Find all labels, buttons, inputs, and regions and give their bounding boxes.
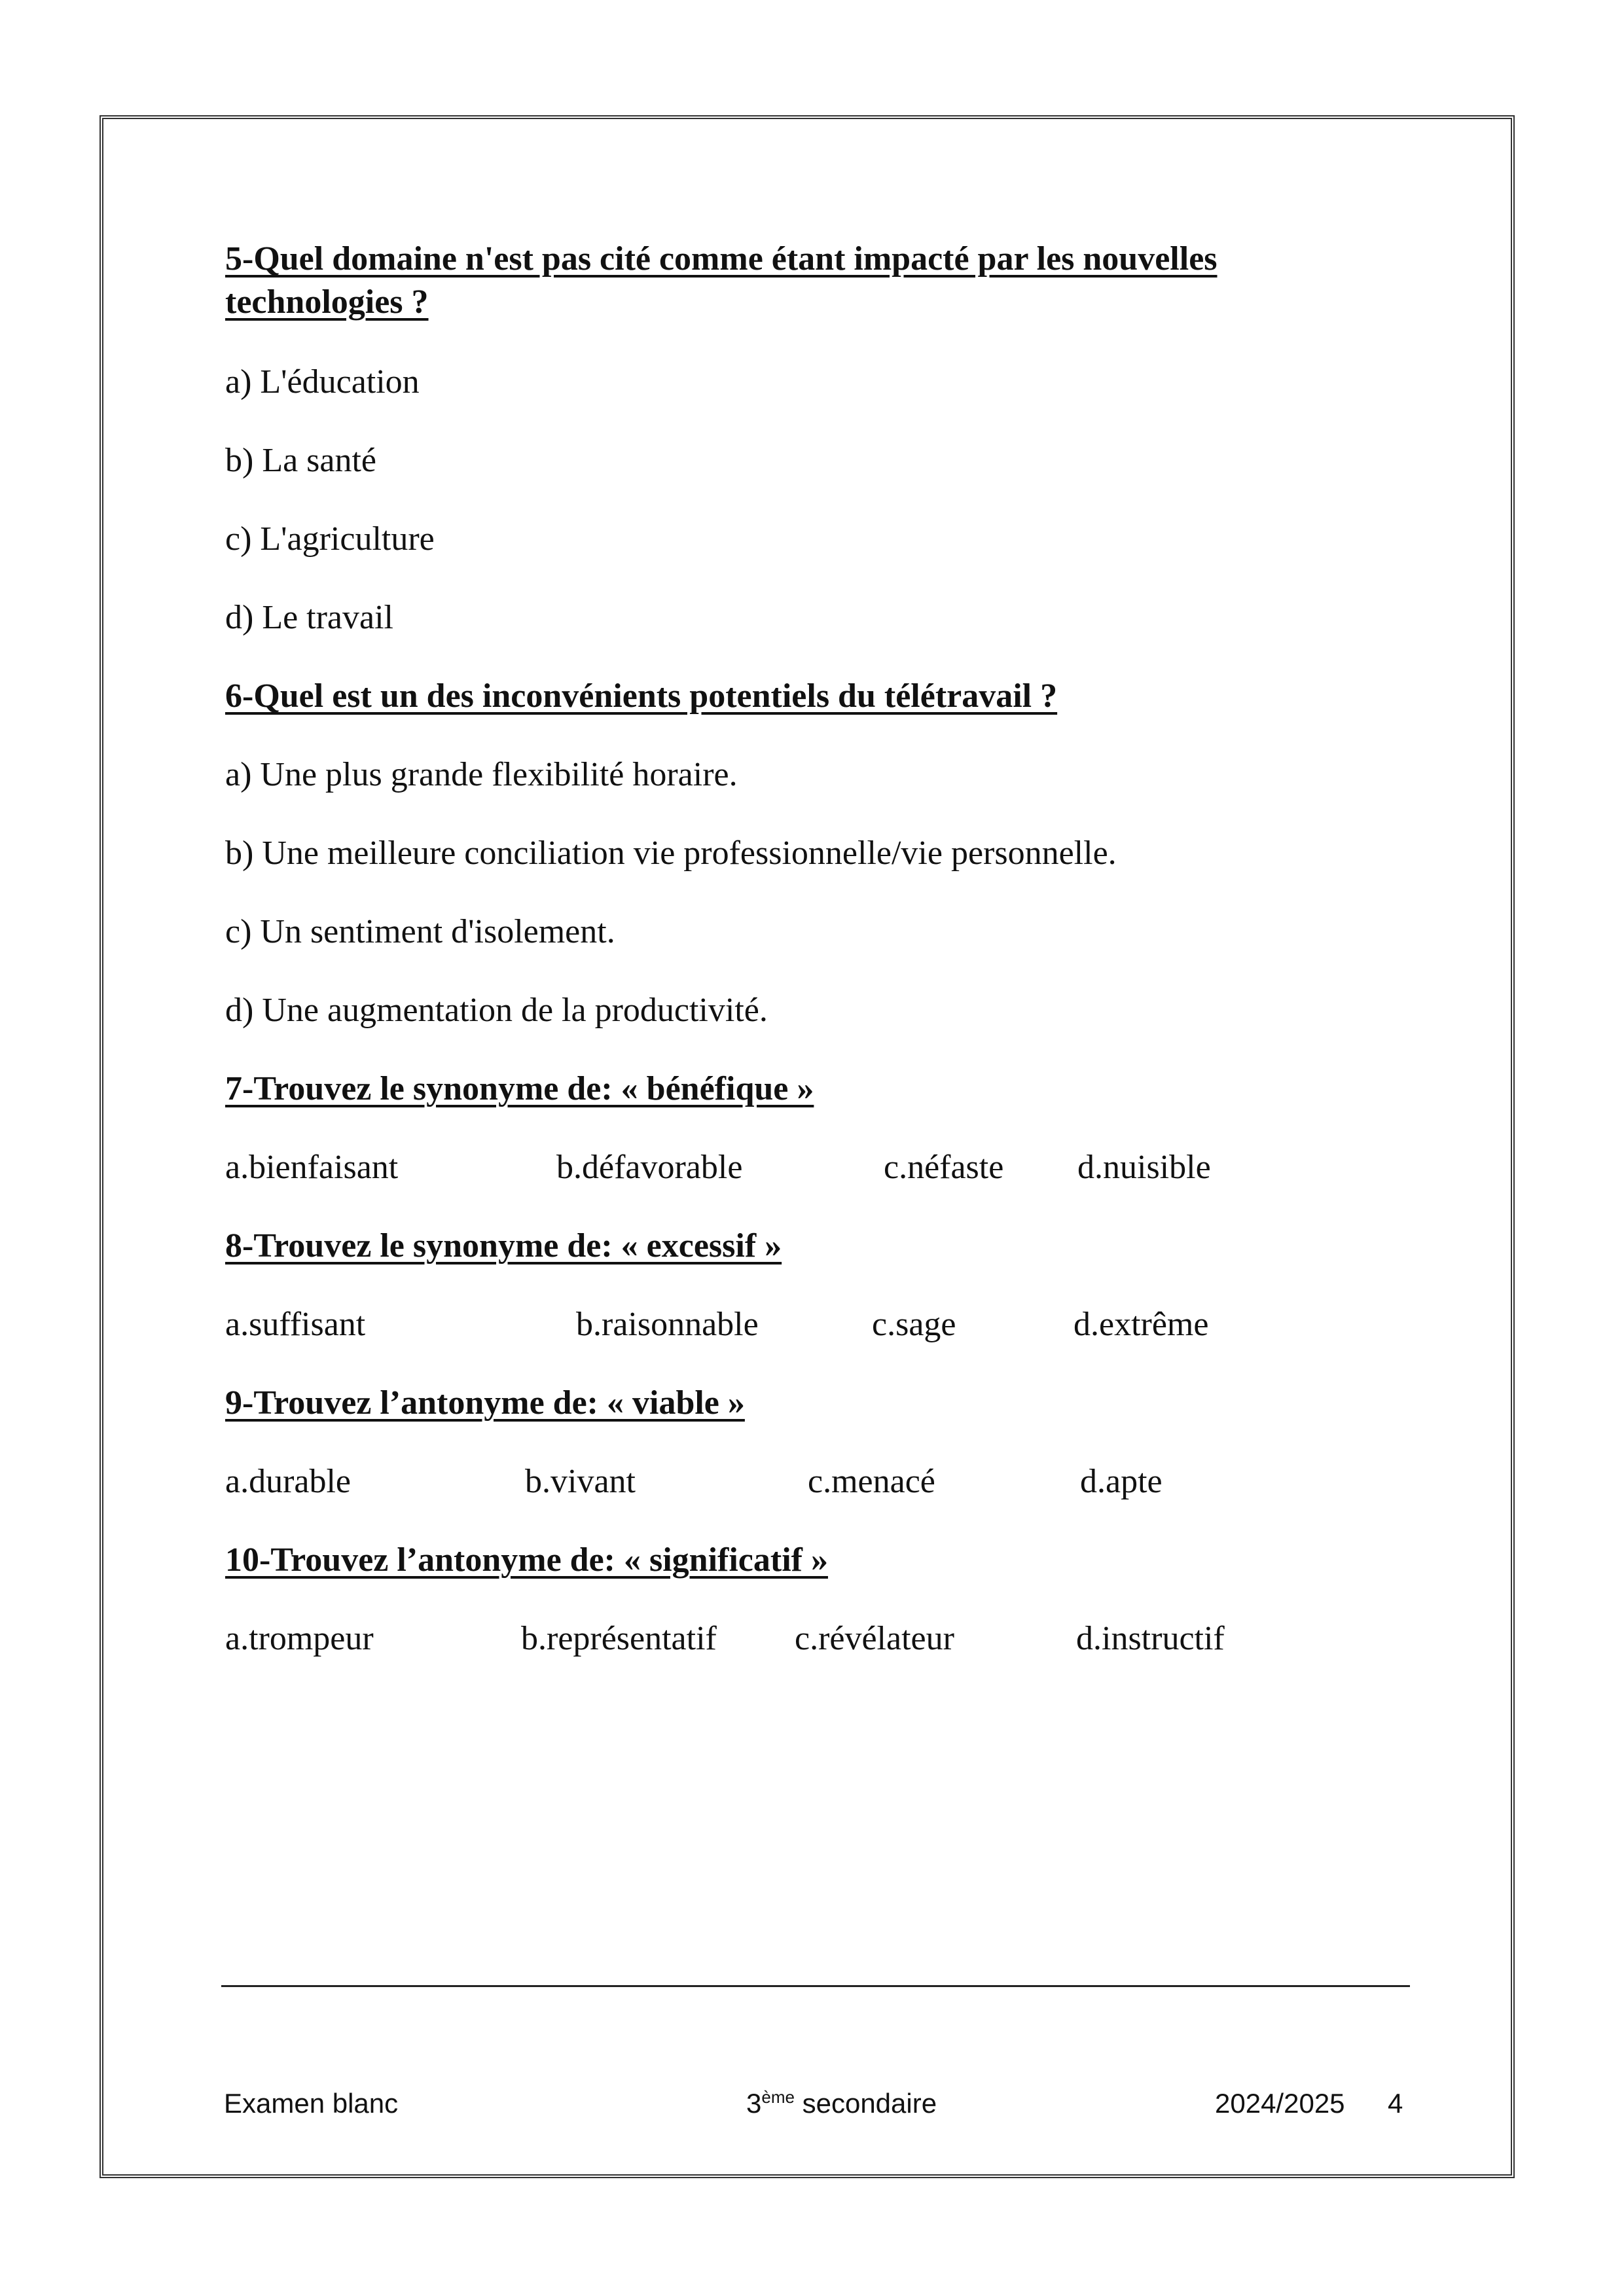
question-10-option-c: c.révélateur <box>795 1620 954 1657</box>
question-10-option-a: a.trompeur <box>225 1620 374 1657</box>
question-10-option-d: d.instructif <box>1076 1620 1225 1657</box>
question-6-title: 6-Quel est un des inconvénients potentiels du télétravail ? <box>225 677 1058 715</box>
question-6-option-c: c) Un sentiment d'isolement. <box>225 913 615 950</box>
question-8-option-d: d.extrême <box>1074 1306 1209 1343</box>
question-5-option-a: a) L'éducation <box>225 363 420 401</box>
footer-class-number: 3 <box>746 2088 762 2119</box>
footer-class-level <box>746 2085 937 2122</box>
question-8-title: 8-Trouvez le synonyme de: « excessif » <box>225 1227 782 1265</box>
footer-divider <box>221 1985 1410 1987</box>
footer-page-number: 4 <box>1388 2088 1403 2119</box>
question-10-options <box>225 1618 1403 1660</box>
question-8-options <box>225 1304 1403 1346</box>
question-9-option-c: c.menacé <box>808 1463 935 1500</box>
question-9-options <box>225 1461 1403 1503</box>
question-5-title-line2: technologies ? <box>225 283 429 321</box>
question-7-option-b: b.défavorable <box>556 1149 743 1186</box>
question-7-option-d: d.nuisible <box>1077 1149 1211 1186</box>
question-7-option-c: c.néfaste <box>884 1149 1004 1186</box>
footer-school-year: 2024/2025 <box>1215 2088 1345 2119</box>
question-5-option-c: c) L'agriculture <box>225 520 435 558</box>
question-6-option-d: d) Une augmentation de la productivité. <box>225 992 768 1029</box>
question-9-option-d: d.apte <box>1080 1463 1163 1500</box>
question-9-title: 9-Trouvez l’antonyme de: « viable » <box>225 1384 745 1422</box>
footer-class-text: secondaire <box>794 2088 937 2119</box>
question-8-option-c: c.sage <box>872 1306 956 1343</box>
footer-class-superscript: ème <box>761 2087 795 2107</box>
question-5-option-d: d) Le travail <box>225 599 393 636</box>
question-8-option-b: b.raisonnable <box>576 1306 759 1343</box>
question-10-title: 10-Trouvez l’antonyme de: « significatif » <box>225 1541 828 1579</box>
question-7-option-a: a.bienfaisant <box>225 1149 399 1186</box>
question-8-option-a: a.suffisant <box>225 1306 366 1343</box>
question-6-option-a: a) Une plus grande flexibilité horaire. <box>225 756 738 793</box>
question-6-option-b: b) Une meilleure conciliation vie professionnelle/vie personnelle. <box>225 834 1117 872</box>
question-9-option-a: a.durable <box>225 1463 352 1500</box>
question-5-option-b: b) La santé <box>225 442 377 479</box>
question-7-options <box>225 1147 1403 1189</box>
question-10-option-b: b.représentatif <box>521 1620 717 1657</box>
question-5-title-line1: 5-Quel domaine n'est pas cité comme étant impacté par les nouvelles <box>225 240 1218 278</box>
footer-exam-label: Examen blanc <box>224 2088 399 2119</box>
question-9-option-b: b.vivant <box>525 1463 636 1500</box>
question-7-title: 7-Trouvez le synonyme de: « bénéfique » <box>225 1070 814 1107</box>
